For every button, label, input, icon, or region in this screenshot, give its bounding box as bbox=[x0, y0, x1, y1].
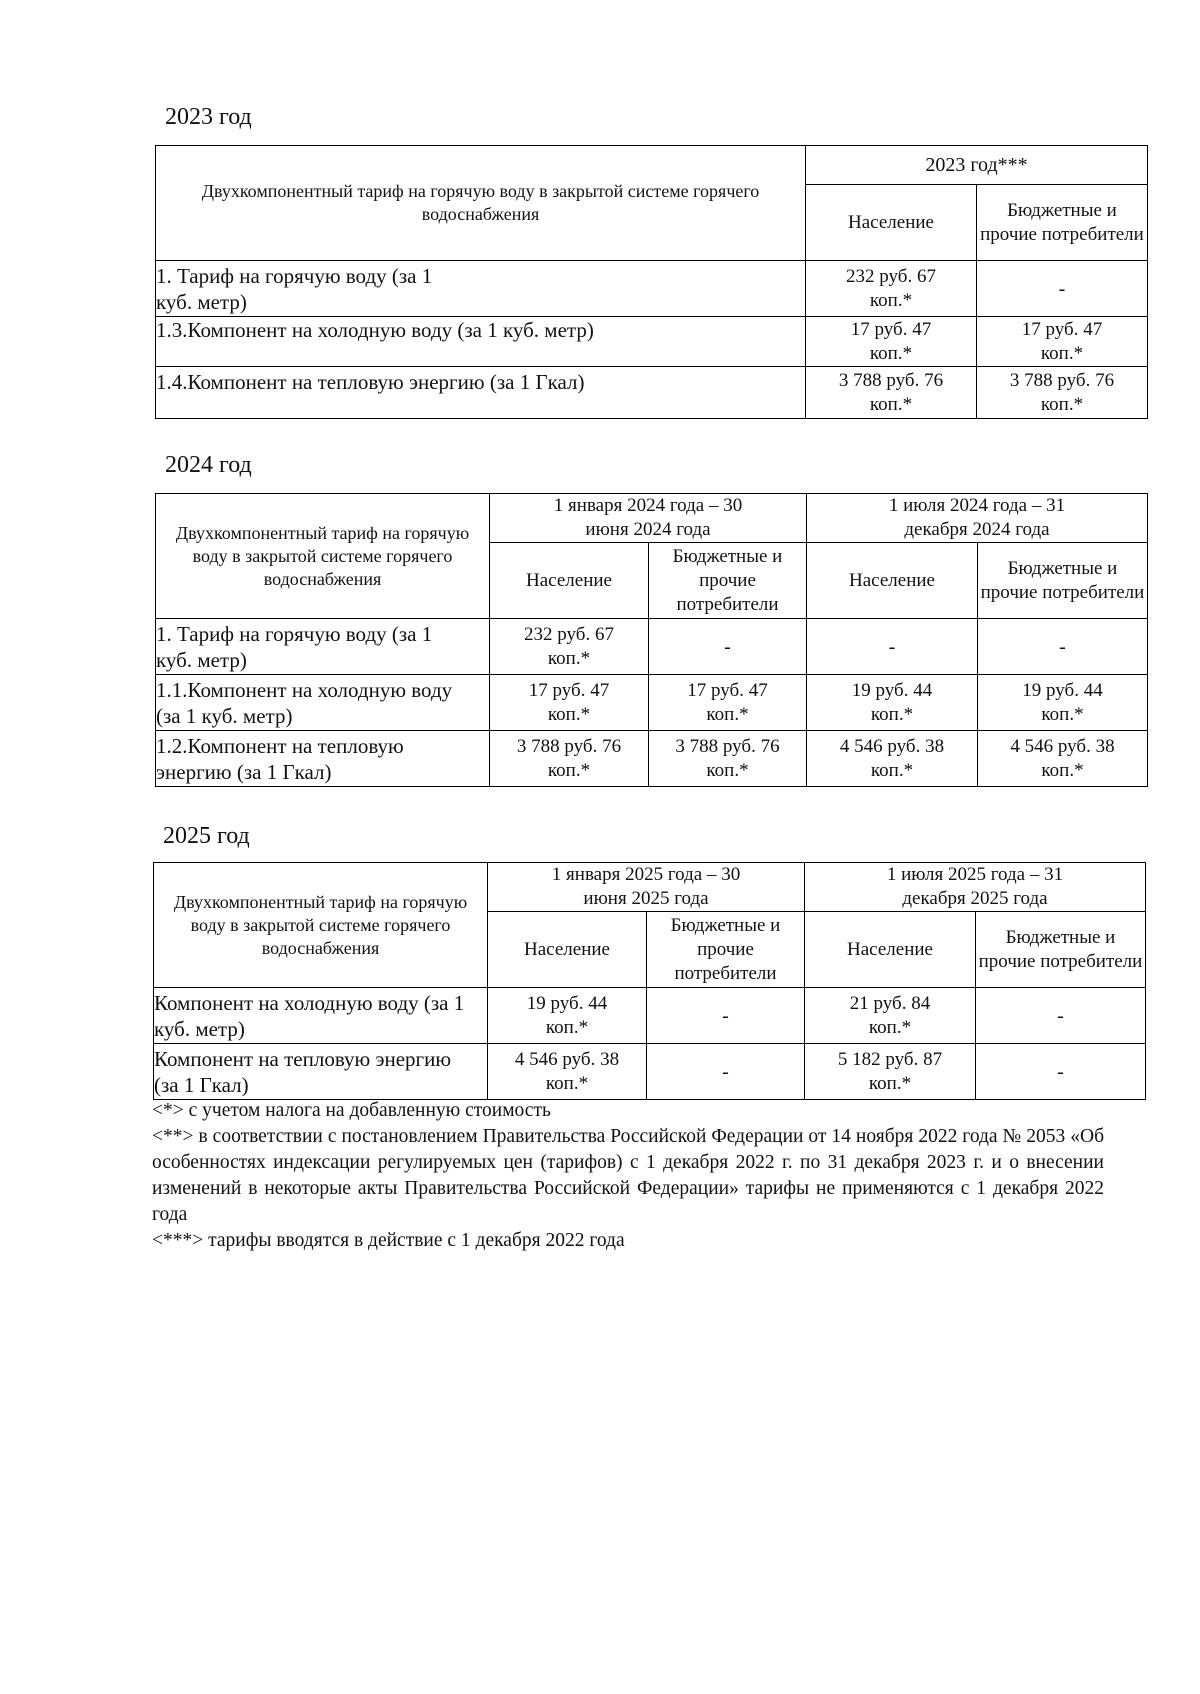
p1-budget-value: - bbox=[647, 1044, 805, 1100]
table-row bbox=[154, 1044, 1146, 1100]
value-text: 19 руб. 44 коп.* bbox=[851, 679, 933, 725]
period-1-header-text: 1 января 2024 года – 30 июня 2024 года bbox=[553, 495, 743, 540]
budget-value bbox=[977, 367, 1148, 419]
row-label bbox=[154, 988, 488, 1044]
value-text: 3 788 руб. 76 коп.* bbox=[1009, 369, 1115, 415]
period-2-header bbox=[805, 863, 1146, 912]
p1-population-value bbox=[490, 619, 649, 675]
value-text: 4 546 руб. 38 коп.* bbox=[839, 735, 945, 781]
row-label-text: 1.1.Компонент на холодную воду (за 1 куб. метр) bbox=[156, 677, 453, 728]
budget-column-header: Бюджетные и прочие потребители bbox=[976, 912, 1146, 988]
p2-budget-value bbox=[978, 675, 1148, 731]
row-label: 1.3.Компонент на холодную воду (за 1 куб. метр) bbox=[156, 317, 806, 367]
p2-population-value bbox=[807, 675, 978, 731]
row-label bbox=[156, 731, 490, 787]
row-label-text: 1. Тариф на горячую воду (за 1 куб. метр) bbox=[156, 263, 433, 314]
p2-population-value: - bbox=[807, 619, 978, 675]
label-column-header bbox=[156, 146, 806, 261]
budget-column-header: Бюджетные и прочие потребители bbox=[978, 543, 1148, 619]
table-header-row bbox=[156, 146, 1148, 185]
p2-budget-value: - bbox=[978, 619, 1148, 675]
value-text: 17 руб. 47 коп.* bbox=[687, 679, 768, 725]
table-row bbox=[156, 675, 1148, 731]
row-label: 1.4.Компонент на тепловую энергию (за 1 Гкал) bbox=[156, 367, 806, 419]
p2-population-value bbox=[805, 988, 976, 1044]
row-label bbox=[156, 261, 806, 317]
label-column-header bbox=[154, 863, 488, 988]
p1-budget-value bbox=[649, 731, 807, 787]
p1-population-value bbox=[490, 675, 649, 731]
population-column-header: Население bbox=[807, 543, 978, 619]
population-column-header: Население bbox=[488, 912, 647, 988]
value-text: 232 руб. 67 коп.* bbox=[524, 623, 614, 669]
p2-budget-value: - bbox=[976, 1044, 1146, 1100]
period-2-header-text: 1 июля 2024 года – 31 декабря 2024 года bbox=[888, 495, 1066, 540]
row-label-text: Компонент на холодную воду (за 1 куб. метр) bbox=[154, 990, 465, 1041]
label-column-header-text: Двухкомпонентный тариф на горячую воду в закрытой системе горячего водоснабжения bbox=[175, 522, 470, 589]
period-2-header bbox=[807, 494, 1148, 543]
p1-budget-value: - bbox=[649, 619, 807, 675]
period-2-header-text: 1 июля 2025 года – 31 декабря 2025 года bbox=[886, 864, 1064, 909]
footnote-government-decree: <**> в соответствии с постановлением Правительства Российской Федерации от 14 ноября 2022 года № 2053 «Об особенностях индексации регулируемых цен (тарифов) с 1 декабря 2022 г. по 31 декабря 2023 г. и о внесении изменений в некоторые акты Правительства Российской Федерации» тарифы не применяются с 1 декабря 2022 года bbox=[152, 1126, 1104, 1225]
value-text: 17 руб. 47 коп.* bbox=[850, 318, 932, 364]
row-label bbox=[156, 619, 490, 675]
row-label bbox=[156, 675, 490, 731]
value-text: 3 788 руб. 76 коп.* bbox=[516, 735, 622, 781]
row-label-text: 1.2.Компонент на тепловую энергию (за 1 Гкал) bbox=[156, 733, 404, 784]
row-label-text: Компонент на тепловую энергию (за 1 Гкал) bbox=[154, 1046, 452, 1097]
section-2025-heading: 2025 год bbox=[163, 823, 250, 849]
period-1-header-text: 1 января 2025 года – 30 июня 2025 года bbox=[551, 864, 741, 909]
budget-value: - bbox=[977, 261, 1148, 317]
section-2023-heading: 2023 год bbox=[165, 104, 252, 130]
tariff-table-2024 bbox=[155, 493, 1148, 787]
row-label bbox=[154, 1044, 488, 1100]
p1-population-value bbox=[488, 988, 647, 1044]
value-text: 232 руб. 67 коп.* bbox=[846, 265, 936, 311]
population-column-header: Население bbox=[490, 543, 649, 619]
p2-population-value bbox=[805, 1044, 976, 1100]
value-text: 3 788 руб. 76 коп.* bbox=[838, 369, 944, 415]
value-text: 17 руб. 47 коп.* bbox=[1021, 318, 1103, 364]
table-row bbox=[154, 988, 1146, 1044]
p2-population-value bbox=[807, 731, 978, 787]
value-text: 17 руб. 47 коп.* bbox=[528, 679, 610, 725]
footnote-vat: <*> с учетом налога на добавленную стоимость bbox=[152, 1100, 551, 1121]
footnotes bbox=[152, 1098, 1104, 1254]
p1-budget-value: - bbox=[647, 988, 805, 1044]
table-row bbox=[156, 731, 1148, 787]
p1-budget-value bbox=[649, 675, 807, 731]
population-column-header: Население bbox=[806, 185, 977, 261]
value-text: 4 546 руб. 38 коп.* bbox=[514, 1048, 620, 1094]
tariff-table-2023 bbox=[155, 145, 1148, 419]
p2-budget-value bbox=[978, 731, 1148, 787]
table-row bbox=[156, 367, 1148, 419]
value-text: 3 788 руб. 76 коп.* bbox=[675, 735, 780, 781]
budget-column-header: Бюджетные и прочие потребители bbox=[647, 912, 805, 988]
table-row bbox=[156, 317, 1148, 367]
budget-value bbox=[977, 317, 1148, 367]
population-value bbox=[806, 317, 977, 367]
value-text: 4 546 руб. 38 коп.* bbox=[1010, 735, 1115, 781]
value-text: 5 182 руб. 87 коп.* bbox=[837, 1048, 943, 1094]
table-header-row bbox=[156, 494, 1148, 543]
label-column-header-text: Двухкомпонентный тариф на горячую воду в закрытой системе горячего водоснабжения bbox=[201, 181, 760, 224]
population-column-header: Население bbox=[805, 912, 976, 988]
label-column-header-text: Двухкомпонентный тариф на горячую воду в закрытой системе горячего водоснабжения bbox=[173, 891, 468, 958]
value-text: 19 руб. 44 коп.* bbox=[526, 992, 608, 1038]
p2-budget-value: - bbox=[976, 988, 1146, 1044]
label-column-header bbox=[156, 494, 490, 619]
tariff-table-2025 bbox=[153, 862, 1146, 1100]
value-text: 21 руб. 84 коп.* bbox=[849, 992, 931, 1038]
population-value bbox=[806, 367, 977, 419]
table-row bbox=[156, 619, 1148, 675]
table-header-row bbox=[154, 863, 1146, 912]
population-value bbox=[806, 261, 977, 317]
budget-column-header: Бюджетные и прочие потребители bbox=[977, 185, 1148, 261]
budget-column-header: Бюджетные и прочие потребители bbox=[649, 543, 807, 619]
period-header: 2023 год*** bbox=[806, 146, 1148, 185]
value-text: 19 руб. 44 коп.* bbox=[1022, 679, 1103, 725]
row-label-text: 1. Тариф на горячую воду (за 1 куб. метр) bbox=[156, 621, 433, 672]
period-1-header bbox=[488, 863, 805, 912]
p1-population-value bbox=[490, 731, 649, 787]
table-row bbox=[156, 261, 1148, 317]
footnote-effective-date: <***> тарифы вводятся в действие с 1 декабря 2022 года bbox=[152, 1230, 625, 1251]
p1-population-value bbox=[488, 1044, 647, 1100]
period-1-header bbox=[490, 494, 807, 543]
section-2024-heading: 2024 год bbox=[165, 452, 252, 478]
